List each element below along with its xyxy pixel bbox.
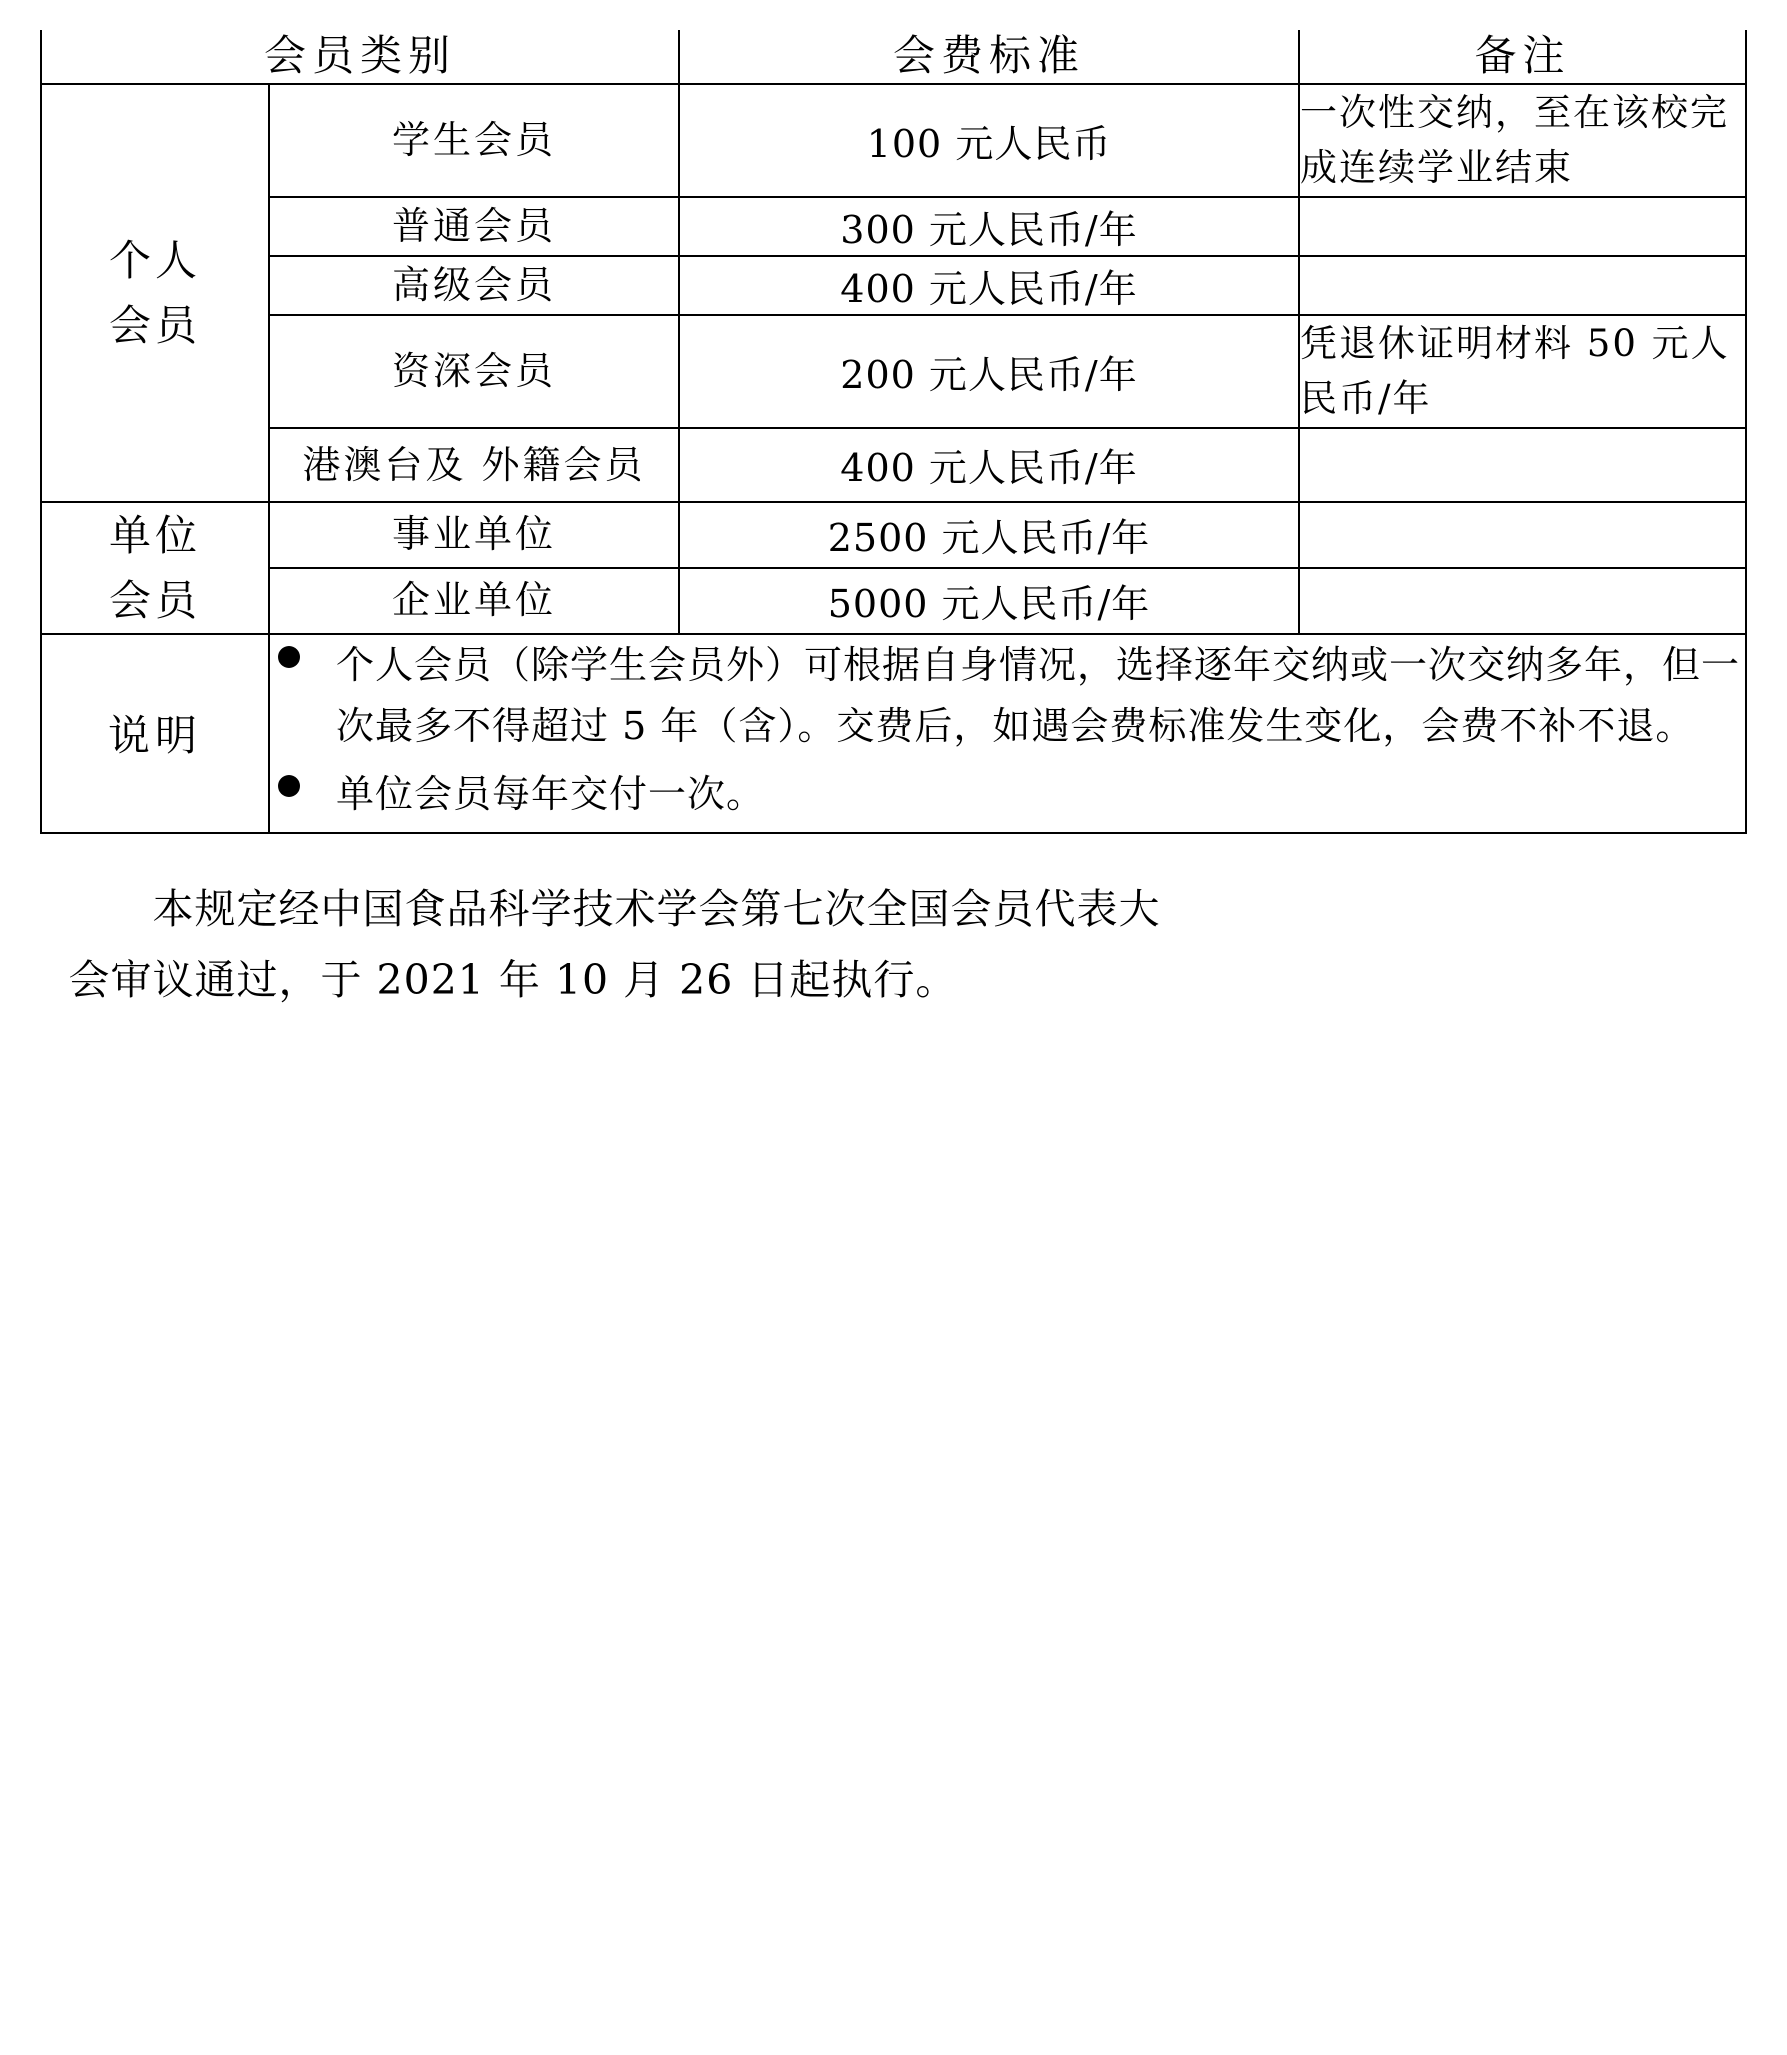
table-row: [41, 502, 1746, 568]
group-label-line-1: 单位: [108, 510, 201, 560]
explanation-item-text: 单位会员每年交付一次。: [336, 771, 766, 816]
fee-senior: 400 元人民币/年: [679, 256, 1299, 315]
table-row: [41, 84, 1746, 197]
member-type-public-institution: 事业单位: [269, 502, 679, 568]
explanation-body: [269, 634, 1746, 833]
member-type-overseas-line-1: 港澳台及: [302, 442, 467, 487]
member-type-regular: 普通会员: [269, 197, 679, 256]
explanation-list: [270, 635, 1745, 826]
remark-distinguished: 凭退休证明材料 50 元人民币/年: [1299, 315, 1746, 428]
member-type-distinguished: 资深会员: [269, 315, 679, 428]
table-row-explanation: [41, 634, 1746, 833]
remark-regular: [1299, 197, 1746, 256]
closing-paragraph: [69, 874, 1719, 1018]
remark-overseas: [1299, 428, 1746, 502]
list-item: [270, 764, 1745, 826]
fee-public-institution: 2500 元人民币/年: [679, 502, 1299, 568]
remark-enterprise: [1299, 568, 1746, 634]
bullet-dot-icon: [278, 646, 300, 668]
header-remark: 备注: [1299, 30, 1746, 84]
fee-regular: 300 元人民币/年: [679, 197, 1299, 256]
member-type-senior: 高级会员: [269, 256, 679, 315]
header-fee: 会费标准: [679, 30, 1299, 84]
table-row: [41, 315, 1746, 428]
bullet-dot-icon: [278, 775, 300, 797]
fee-distinguished: 200 元人民币/年: [679, 315, 1299, 428]
table-row: [41, 428, 1746, 502]
header-category: 会员类别: [41, 30, 679, 84]
fee-enterprise: 5000 元人民币/年: [679, 568, 1299, 634]
closing-line-2: 会审议通过，于 2021 年 10 月 26 日起执行。: [68, 956, 958, 1005]
member-type-enterprise: 企业单位: [269, 568, 679, 634]
member-type-overseas: [269, 428, 679, 502]
fee-overseas: 400 元人民币/年: [679, 428, 1299, 502]
membership-fee-table: [40, 30, 1747, 834]
member-type-overseas-line-2: 外籍会员: [481, 442, 646, 487]
fee-student: 100 元人民币: [679, 84, 1299, 197]
table-row: [41, 568, 1746, 634]
member-type-student: 学生会员: [269, 84, 679, 197]
group-label-line-2: 会员: [108, 575, 201, 625]
group-label-line-2: 会员: [108, 300, 201, 350]
group-label-individual: [41, 84, 269, 502]
group-label-line-1: 个人: [108, 235, 201, 285]
list-item: [270, 635, 1745, 758]
table-header-row: [41, 30, 1746, 84]
explanation-item-text: 个人会员（除学生会员外）可根据自身情况，选择逐年交纳或一次交纳多年，但一次最多不得超过 5 年（含）。交费后，如遇会费标准发生变化，会费不补不退。: [336, 642, 1741, 749]
explanation-label: 说明: [41, 634, 269, 833]
closing-line-1: 本规定经中国食品科学技术学会第七次全国会员代表大: [152, 884, 1161, 933]
remark-public-institution: [1299, 502, 1746, 568]
group-label-institution: [41, 502, 269, 634]
remark-senior: [1299, 256, 1746, 315]
remark-student: 一次性交纳，至在该校完成连续学业结束: [1299, 84, 1746, 197]
table-row: [41, 256, 1746, 315]
table-row: [41, 197, 1746, 256]
